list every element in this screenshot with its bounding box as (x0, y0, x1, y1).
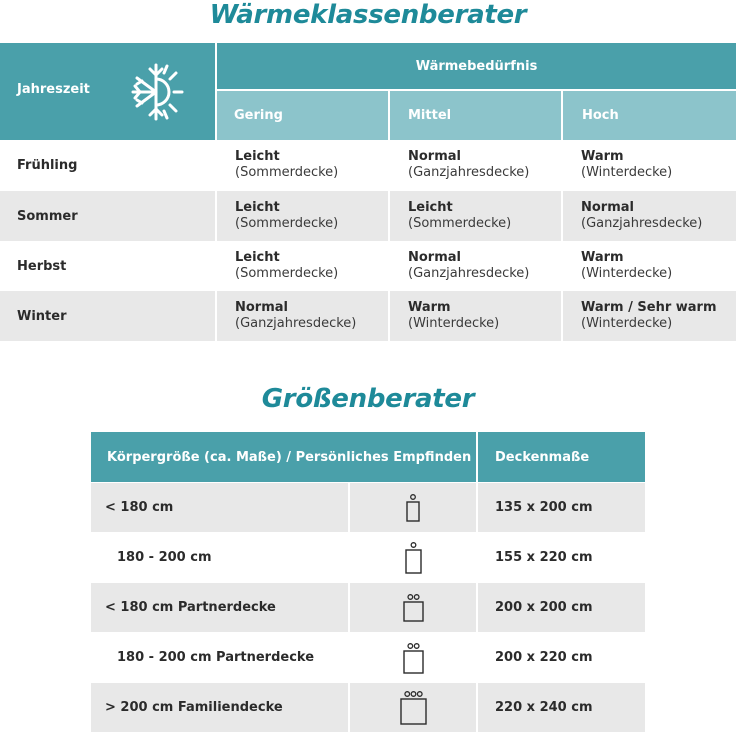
blanket-type-label: (Ganzjahresdecke) (235, 316, 357, 331)
warmth-class-cell (390, 291, 561, 341)
blanket-dimensions-label: 220 x 240 cm (495, 700, 593, 715)
blanket-icon-cell (350, 533, 476, 582)
blanket-type-label: (Ganzjahresdecke) (408, 165, 530, 180)
level-header-label: Hoch (582, 108, 619, 123)
body-size-cell (91, 683, 348, 732)
season-cell (0, 140, 215, 190)
blanket-dimensions-cell (478, 683, 645, 732)
blanket-icon-cell (350, 633, 476, 682)
warmth-class-label: Leicht (408, 200, 453, 215)
season-label: Herbst (17, 258, 67, 274)
warmth-class-label: Warm (408, 300, 451, 315)
warmth-class-label: Leicht (235, 149, 280, 164)
warmth-class-label: Normal (235, 300, 288, 315)
single-blanket-icon (405, 492, 421, 523)
warmth-class-label: Normal (408, 149, 461, 164)
family-blanket-icon (399, 689, 428, 726)
warmth-class-cell (390, 140, 561, 190)
level-header-label: Mittel (408, 108, 452, 123)
warmth-class-label: Normal (581, 200, 634, 215)
blanket-type-label: (Winterdecke) (408, 316, 500, 331)
season-header-cell (0, 43, 215, 140)
blanket-icon-cell (350, 583, 476, 632)
warmth-class-label: Warm (581, 149, 624, 164)
warmth-advisor-title: Wärmeklassenberater (209, 0, 527, 30)
body-size-label: < 180 cm Partnerdecke (105, 600, 276, 615)
double-blanket-large-icon (402, 641, 425, 675)
season-cell (0, 191, 215, 241)
double-blanket-icon (402, 592, 425, 623)
single-blanket-large-icon (404, 540, 423, 575)
level-header-mittel (390, 91, 561, 140)
warmth-class-cell (217, 291, 388, 341)
body-size-cell (91, 483, 348, 532)
blanket-type-label: (Winterdecke) (581, 316, 673, 331)
body-size-cell (91, 633, 348, 682)
warmth-class-cell (217, 191, 388, 241)
need-header-cell (217, 43, 736, 89)
season-label: Frühling (17, 157, 78, 173)
season-header-label: Jahreszeit (17, 82, 90, 97)
body-size-label: 180 - 200 cm (117, 550, 212, 565)
warmth-class-label: Warm (581, 250, 624, 265)
warmth-class-cell (563, 140, 736, 190)
blanket-dimensions-cell (478, 633, 645, 682)
warmth-class-label: Leicht (235, 200, 280, 215)
need-header-label: Wärmebedürfnis (415, 58, 538, 74)
body-size-cell (91, 583, 348, 632)
warmth-class-cell (563, 291, 736, 341)
blanket-dimensions-label: 200 x 200 cm (495, 600, 593, 615)
season-label: Sommer (17, 208, 78, 224)
warmth-class-label: Leicht (235, 250, 280, 265)
warmth-class-label: Normal (408, 250, 461, 265)
blanket-dimensions-label: 135 x 200 cm (495, 500, 593, 515)
warmth-class-cell (390, 191, 561, 241)
body-size-header-label: Körpergröße (ca. Maße) / Persönliches Empfinden (107, 449, 472, 465)
blanket-type-label: (Winterdecke) (581, 266, 673, 281)
blanket-type-label: (Sommerdecke) (235, 266, 339, 281)
warmth-class-cell (390, 241, 561, 291)
warmth-class-cell (217, 241, 388, 291)
blanket-icon-cell (350, 483, 476, 532)
warmth-class-cell (217, 140, 388, 190)
sun-snowflake-icon (126, 59, 192, 125)
blanket-dimensions-cell (478, 533, 645, 582)
body-size-label: 180 - 200 cm Partnerdecke (117, 650, 315, 665)
season-cell (0, 291, 215, 341)
blanket-type-label: (Sommerdecke) (235, 165, 339, 180)
body-size-label: < 180 cm (105, 500, 174, 515)
blanket-dimensions-cell (478, 483, 645, 532)
blanket-dimensions-cell (478, 583, 645, 632)
body-size-header (91, 432, 476, 482)
season-cell (0, 241, 215, 291)
blanket-type-label: (Sommerdecke) (235, 216, 339, 231)
blanket-type-label: (Winterdecke) (581, 165, 673, 180)
warmth-class-cell (563, 241, 736, 291)
blanket-icon-cell (350, 683, 476, 732)
level-header-label: Gering (234, 108, 283, 123)
level-header-hoch (563, 91, 736, 140)
blanket-type-label: (Sommerdecke) (408, 216, 512, 231)
blanket-dimensions-label: 155 x 220 cm (495, 550, 593, 565)
blanket-size-header (478, 432, 645, 482)
blanket-type-label: (Ganzjahresdecke) (408, 266, 530, 281)
warmth-class-label: Warm / Sehr warm (581, 300, 717, 315)
level-header-gering (217, 91, 388, 140)
blanket-type-label: (Ganzjahresdecke) (581, 216, 703, 231)
body-size-cell (91, 533, 348, 582)
blanket-size-header-label: Deckenmaße (495, 449, 590, 465)
warmth-class-cell (563, 191, 736, 241)
body-size-label: > 200 cm Familiendecke (105, 700, 283, 715)
season-label: Winter (17, 308, 67, 324)
blanket-dimensions-label: 200 x 220 cm (495, 650, 593, 665)
size-advisor-title: Größenberater (261, 384, 475, 414)
